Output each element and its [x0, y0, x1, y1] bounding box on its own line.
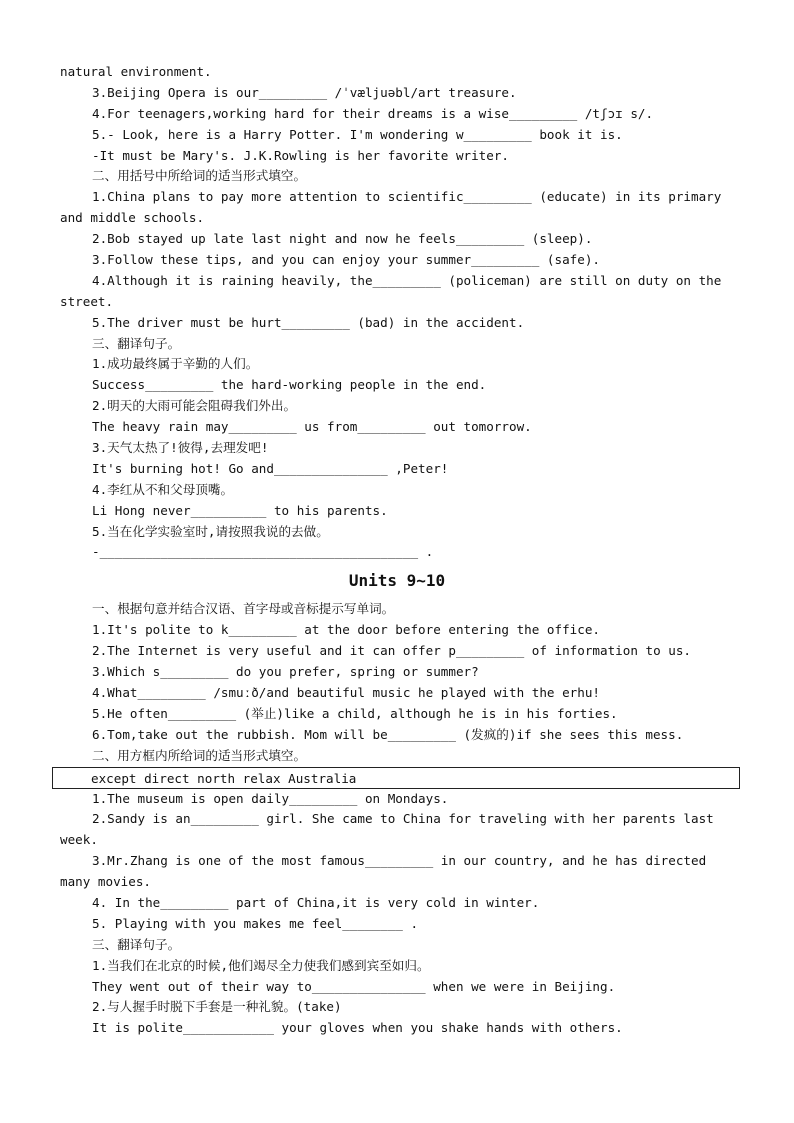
text-line: 2.与人握手时脱下手套是一种礼貌。(take)	[92, 999, 342, 1015]
text-line: Success_________ the hard-working people in the end.	[92, 377, 487, 393]
text-line: natural environment.	[60, 64, 212, 79]
text-line: 2.明天的大雨可能会阻碍我们外出。	[92, 398, 297, 414]
text-line: 1.成功最终属于辛勤的人们。	[92, 356, 259, 372]
text-line: They went out of their way to_______________ when we were in Beijing.	[92, 978, 616, 994]
text-line: -__________________________________________ .	[92, 544, 434, 560]
text-line: 5. Playing with you makes me feel________ .	[92, 915, 419, 931]
exercise-block-part2a	[0, 599, 794, 766]
text-line: 4.For teenagers,working hard for their dreams is a wise_________ /tʃɔɪ s/.	[92, 105, 654, 121]
text-line: 5.当在化学实验室时,请按照我说的去做。	[92, 523, 329, 539]
word-box: except direct north relax Australia	[52, 767, 740, 789]
text-line: 4.李红从不和父母顶嘴。	[92, 481, 234, 497]
text-line: 5.The driver must be hurt_________ (bad) in the accident.	[92, 314, 525, 330]
worksheet-page	[0, 62, 794, 1039]
text-line: and middle schools.	[60, 210, 205, 226]
text-line: 2.The Internet is very useful and it can offer p_________ of information to us.	[92, 643, 691, 659]
section-title: Units 9~10	[348, 571, 446, 591]
exercise-block-part2b	[0, 789, 794, 1040]
text-line: It is polite____________ your gloves when you shake hands with others.	[92, 1020, 623, 1036]
text-line: 一、根据句意并结合汉语、首字母或音标提示写单词。	[92, 601, 395, 617]
text-line: 5.- Look, here is a Harry Potter. I'm wondering w_________ book it is.	[92, 126, 623, 142]
text-line: 3.Follow these tips, and you can enjoy your summer_________ (safe).	[92, 252, 600, 268]
text-line: street.	[60, 293, 114, 309]
exercise-block-part1	[0, 62, 794, 563]
text-line: 5.He often_________ (举止)like a child, although he is in his forties.	[92, 705, 618, 721]
text-line: 1.The museum is open daily_________ on Mondays.	[92, 790, 449, 806]
text-line: -It must be Mary's. J.K.Rowling is her favorite writer.	[92, 147, 510, 163]
text-line: 4.Although it is raining heavily, the_________ (policeman) are still on duty on the	[92, 272, 722, 288]
text-line: week.	[60, 832, 98, 848]
text-line: 三、翻译句子。	[92, 335, 181, 351]
text-line: many movies.	[60, 874, 151, 890]
text-line: 3.Beijing Opera is our_________ /ˈvæljuəbl/art treasure.	[92, 84, 517, 100]
text-line: 1.当我们在北京的时候,他们竭尽全力使我们感到宾至如归。	[92, 957, 430, 973]
text-line: Li Hong never__________ to his parents.	[92, 502, 388, 518]
text-line: 1.It's polite to k_________ at the door before entering the office.	[92, 622, 600, 638]
text-line: The heavy rain may_________ us from_________ out tomorrow.	[92, 419, 532, 435]
text-line: 3.天气太热了!彼得,去理发吧!	[92, 440, 269, 456]
text-line: 三、翻译句子。	[92, 936, 181, 952]
text-line: 6.Tom,take out the rubbish. Mom will be_________ (发疯的)if she sees this mess.	[92, 726, 684, 742]
text-line: 二、用括号中所给词的适当形式填空。	[92, 168, 307, 184]
text-line: 3.Which s_________ do you prefer, spring or summer?	[92, 664, 479, 680]
text-line: 4. In the_________ part of China,it is very cold in winter.	[92, 894, 540, 910]
text-line: 2.Sandy is an_________ girl. She came to China for traveling with her parents last	[92, 811, 714, 827]
text-line: 3.Mr.Zhang is one of the most famous_________ in our country, and he has directed	[92, 853, 707, 869]
text-line: It's burning hot! Go and_______________ ,Peter!	[92, 460, 449, 476]
text-line: 2.Bob stayed up late last night and now he feels_________ (sleep).	[92, 231, 593, 247]
text-line: 4.What_________ /smuːð/and beautiful music he played with the erhu!	[92, 684, 600, 700]
text-line: 二、用方框内所给词的适当形式填空。	[92, 747, 307, 763]
text-line: 1.China plans to pay more attention to scientific_________ (educate) in its primary	[92, 189, 722, 205]
